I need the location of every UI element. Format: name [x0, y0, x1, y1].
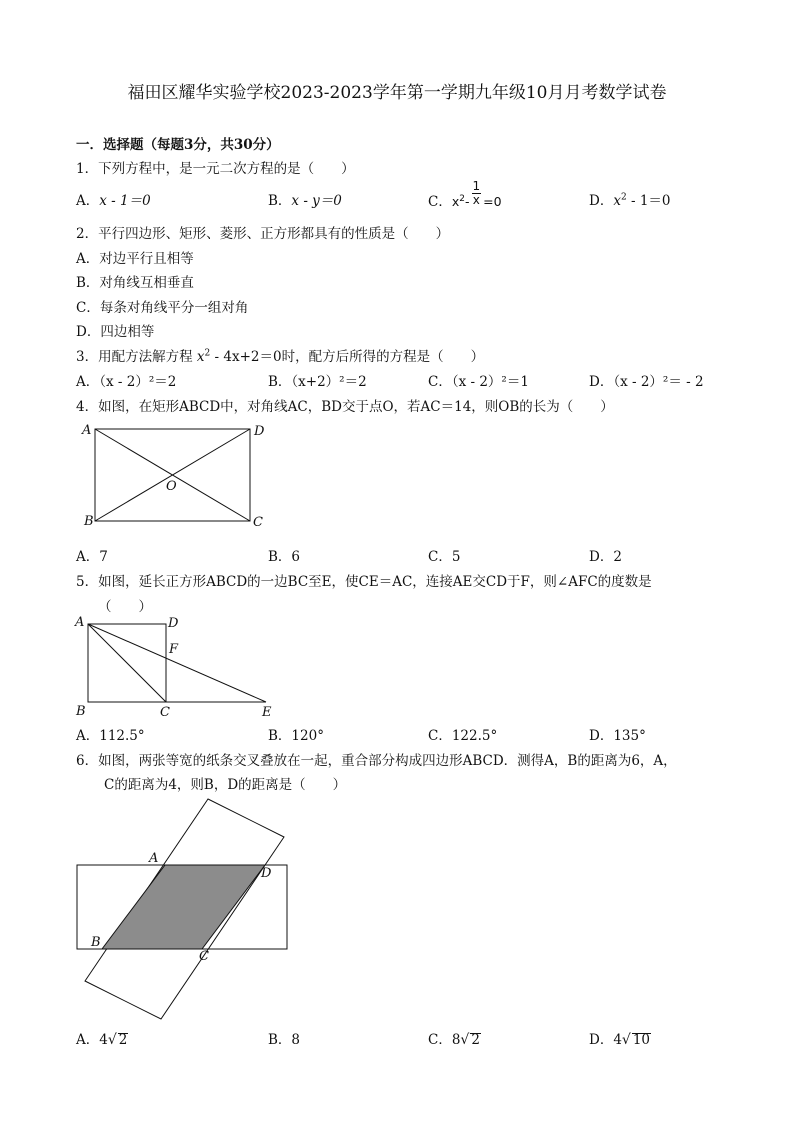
q4-stem: 4．如图，在矩形ABCD中，对角线AC，BD交于点O，若AC＝14，则OB的长为（ ）	[76, 399, 614, 415]
q4-label-d: D	[254, 424, 265, 439]
q5-line-ae	[88, 624, 266, 702]
q3-option-d: D．（x - 2）²＝ - 2	[589, 374, 704, 390]
q4-label-b: B	[84, 514, 94, 529]
q6-stem: 6．如图，两张等宽的纸条交叉叠放在一起，重合部分构成四边形ABCD．测得A，B的距离为6，A，	[76, 753, 677, 769]
q5-option-d: D．135°	[589, 728, 646, 744]
q6-option-d: D．4√ 10	[589, 1032, 651, 1048]
q4-label-o: O	[166, 479, 177, 494]
q4-label-c: C	[253, 515, 263, 530]
sqrt-icon: √	[621, 1032, 631, 1048]
q1-option-b: B．x - y＝0	[268, 193, 342, 209]
page-title: 福田区耀华实验学校2023-2023学年第一学期九年级10月月考数学试卷	[127, 83, 667, 103]
q5-option-b: B．120°	[268, 728, 324, 744]
q3-stem: 3．用配方法解方程 $x^2 - 4x+2=0$时，配方后所得的方程是（ ）	[76, 348, 485, 365]
q5-label-d: D	[168, 616, 179, 631]
q5-label-c: C	[160, 705, 170, 720]
q6-label-b: B	[91, 935, 101, 950]
q1-option-c: C．$x^2-$ $\frac{1}{x}$ =0	[428, 179, 502, 210]
q4-rectangle-figure	[76, 418, 276, 534]
q1-option-d: D．$x^2 - 1=0$	[589, 192, 671, 209]
q2-stem: 2．平行四边形、矩形、菱形、正方形都具有的性质是（ ）	[76, 226, 450, 242]
q3-option-b: B．（x+2）²＝2	[268, 374, 367, 390]
q3-option-a: A．（x - 2）²＝2	[76, 374, 177, 390]
q4-option-b: B．6	[268, 549, 301, 565]
q6-label-a: A	[149, 851, 159, 866]
q2-option-a: A．对边平行且相等	[76, 251, 194, 267]
q5-label-e: E	[262, 705, 272, 720]
sqrt-icon: √	[107, 1032, 117, 1048]
q2-option-c: C．每条对角线平分一组对角	[76, 300, 249, 316]
q4-option-a: A．7	[76, 549, 108, 565]
q5-label-a: A	[75, 615, 85, 630]
q2-option-d: D．四边相等	[76, 324, 155, 340]
q5-square-figure	[72, 614, 282, 720]
q5-diagonal-ac	[88, 624, 166, 702]
q4-label-a: A	[82, 423, 92, 438]
q5-label-f: F	[169, 642, 179, 657]
sqrt-icon: √	[460, 1032, 470, 1048]
q1-stem: 1．下列方程中，是一元二次方程的是（ ）	[76, 161, 355, 177]
q6-option-a: A．4√ 2	[76, 1032, 128, 1048]
q4-option-c: C．5	[428, 549, 461, 565]
q5-stem-bracket: （ ）	[98, 599, 152, 615]
q6-option-c: C．8√ 2	[428, 1032, 480, 1048]
q5-option-c: C．122.5°	[428, 728, 498, 744]
q6-label-d: D	[261, 866, 272, 881]
q6-label-c: C	[199, 949, 209, 964]
q5-stem: 5．如图，延长正方形ABCD的一边BC至E，使CE＝AC，连接AE交CD于F，则∠AFC的度数是	[76, 574, 652, 590]
q6-option-b: B．8	[268, 1032, 301, 1048]
q4-option-d: D．2	[589, 549, 622, 565]
q6-strips-figure	[72, 796, 302, 1026]
section-heading: 一．选择题（每题3分，共30分）	[76, 137, 280, 153]
q1-option-a: A．x - 1＝0	[76, 193, 151, 209]
q6-overlap-rhombus	[102, 865, 265, 949]
q5-label-b: B	[76, 704, 86, 719]
q6-stem-line2: C的距离为4，则B，D的距离是（ ）	[104, 777, 347, 793]
q5-option-a: A．112.5°	[76, 728, 145, 744]
q3-option-c: C．（x - 2）²＝1	[428, 374, 529, 390]
q2-option-b: B．对角线互相垂直	[76, 275, 194, 291]
